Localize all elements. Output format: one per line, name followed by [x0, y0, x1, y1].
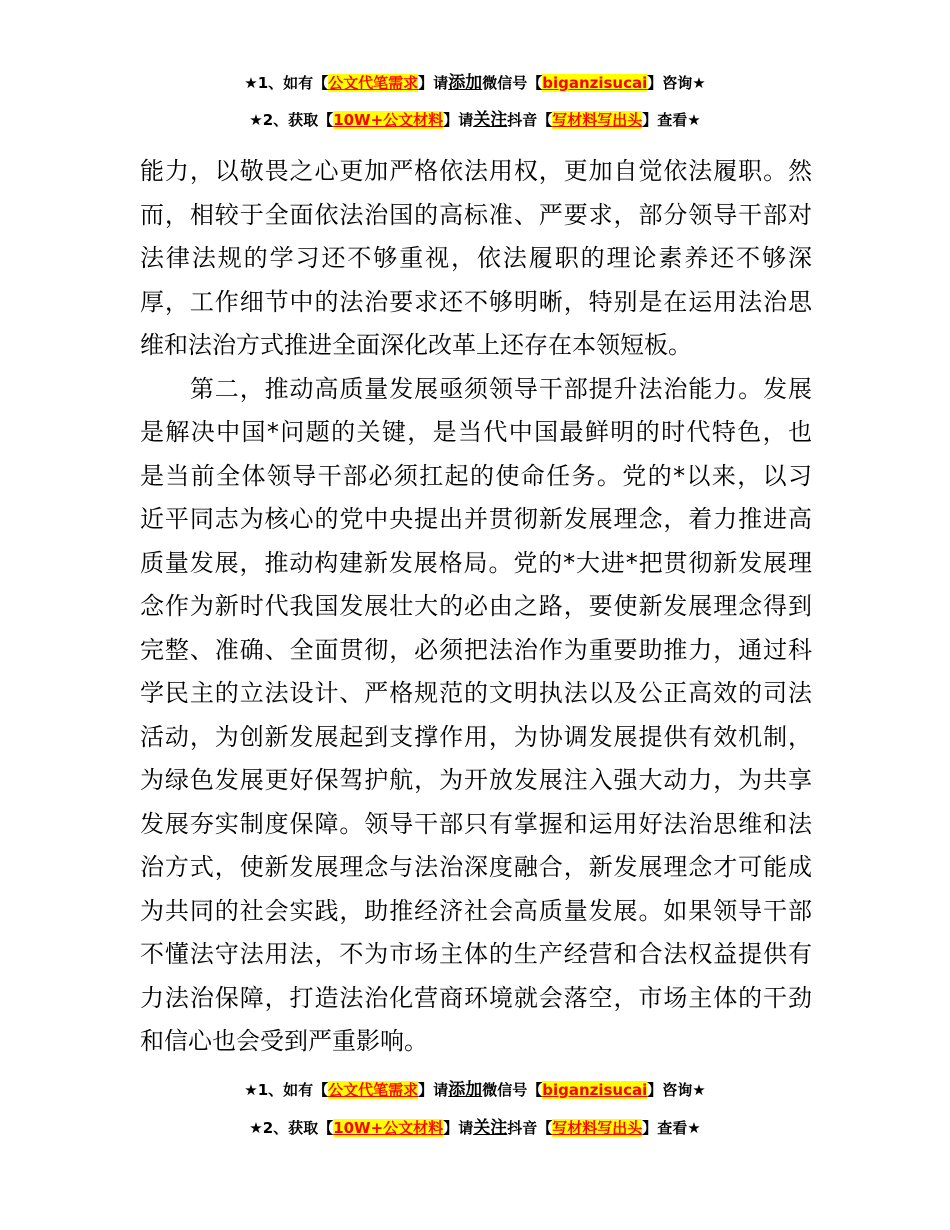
body-line: 念作为新时代我国发展壮大的必由之路，要使新发展理念得到 — [140, 592, 812, 620]
body-line: 是当前全体领导干部必须扛起的使命任务。党的*以来，以习 — [140, 461, 812, 490]
banner-highlight: 公文代笔需求 — [328, 74, 419, 92]
body-line: 法律法规的学习还不够重视，依法履职的理论素养还不够深 — [140, 244, 812, 272]
body-line: 质量发展，推动构建新发展格局。党的*大进*把贯彻新发展理 — [140, 548, 812, 577]
banner-highlight: 10W+公文材料 — [333, 111, 444, 129]
body-line: 活动，为创新发展起到支撑作用，为协调发展提供有效机制， — [140, 722, 812, 751]
body-line: 为绿色发展更好保驾护航，为开放发展注入强大动力，为共享 — [140, 766, 812, 794]
banner-highlight-douyin: 写材料写出头 — [552, 1119, 643, 1137]
body-line: 为共同的社会实践，助推经济社会高质量发展。如果领导干部 — [140, 896, 812, 925]
banner-text: 抖音【 — [507, 111, 553, 129]
banner-text: ★2、获取【 — [249, 111, 334, 129]
body-line: 不懂法守法用法，不为市场主体的生产经营和合法权益提供有 — [140, 940, 812, 968]
body-line: 完整、准确、全面贯彻，必须把法治作为重要助推力，通过科 — [140, 635, 812, 664]
body-line: 治方式，使新发展理念与法治深度融合，新发展理念才可能成 — [140, 853, 812, 881]
body-line-paragraph-start: 第二，推动高质量发展亟须领导干部提升法治能力。发展 — [140, 374, 812, 403]
banner-text: ★1、如有【 — [244, 74, 329, 92]
banner-text: 】咨询★ — [647, 74, 706, 92]
banner-text: 】请 — [443, 1119, 474, 1137]
banner-text: 微信号【 — [482, 1081, 543, 1099]
body-line: 近平同志为核心的党中央提出并贯彻新发展理念，着力推进高 — [140, 505, 812, 533]
body-line: 维和法治方式推进全面深化改革上还存在本领短板。 — [140, 331, 692, 359]
banner-underline: 关注 — [473, 110, 508, 130]
banner-text: 】查看★ — [642, 1119, 701, 1137]
banner-underline: 添加 — [448, 73, 483, 93]
banner-text: ★2、获取【 — [249, 1119, 334, 1137]
banner-highlight: 10W+公文材料 — [333, 1119, 444, 1137]
banner-underline: 关注 — [473, 1118, 508, 1138]
body-line: 力法治保障，打造法治化营商环境就会落空，市场主体的干劲 — [140, 983, 812, 1012]
body-line: 厚，工作细节中的法治要求还不够明晰，特别是在运用法治思 — [140, 287, 812, 316]
banner-text: 】查看★ — [642, 111, 701, 129]
body-line: 发展夯实制度保障。领导干部只有掌握和运用好法治思维和法 — [140, 809, 812, 838]
document-body — [140, 150, 812, 1064]
body-line: 学民主的立法设计、严格规范的文明执法以及公正高效的司法 — [140, 679, 812, 707]
banner-highlight-douyin: 写材料写出头 — [552, 111, 643, 129]
banner-text: 】咨询★ — [647, 1081, 706, 1099]
banner-highlight-wechat-id: biganzisucai — [542, 1081, 648, 1099]
banner-text: 】请 — [418, 1081, 449, 1099]
banner-text: ★1、如有【 — [244, 1081, 329, 1099]
header-banner-line-1 — [0, 68, 950, 93]
banner-text: 】请 — [443, 111, 474, 129]
banner-text: 微信号【 — [482, 74, 543, 92]
banner-underline: 添加 — [448, 1080, 483, 1100]
body-line: 和信心也会受到严重影响。 — [140, 1027, 428, 1055]
banner-text: 抖音【 — [507, 1119, 553, 1137]
footer-banner-line-2 — [0, 1113, 950, 1138]
footer-banner-line-1 — [0, 1075, 950, 1100]
header-banner-line-2 — [0, 105, 950, 130]
banner-highlight-wechat-id: biganzisucai — [542, 74, 648, 92]
banner-highlight: 公文代笔需求 — [328, 1081, 419, 1099]
banner-text: 】请 — [418, 74, 449, 92]
body-line: 而，相较于全面依法治国的高标准、严要求，部分领导干部对 — [140, 200, 812, 229]
body-line: 能力，以敬畏之心更加严格依法用权，更加自觉依法履职。然 — [140, 157, 812, 185]
body-line: 是解决中国*问题的关键，是当代中国最鲜明的时代特色，也 — [140, 418, 812, 446]
